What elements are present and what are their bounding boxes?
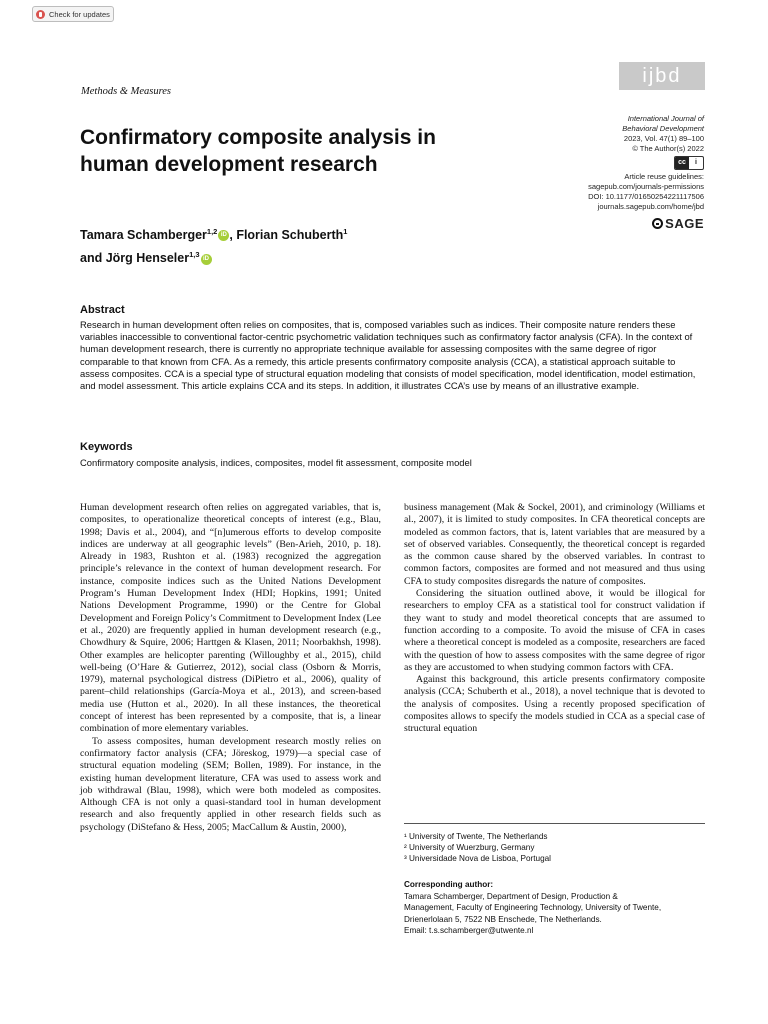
body-paragraph: business management (Mak & Sockel, 2001), and criminology (Williams et al., 2007), it is limited to study composites. In CFA theoretical concepts are modeled as common factors, that is, latent variables that are measured by a set of observed variables. Consequently, the theoretical concept is regarded as the common cause shared by the observed variables. In contrast to common factors, composites are formed and not measured and thus using CFA to study composites disregards the nature of composites. xyxy=(404,502,705,587)
title-line-2: human development research xyxy=(80,153,378,176)
body-paragraph: Human development research often relies on aggregated variables, that is, composites, to operationalize theoretical concepts of interest (e.g., Blau, 1998; Davis et al., 2004), and “[n]umerous efforts to develop composite indices are underway at all geographic levels” (Ben-Arieh, 2010, p. 18). Already in 1983, Rushton et al. (1983) recognized the aggregation principle’s relevance in the context of human development research. For instance, composite indices such as the United Nations Development Program’s Human Development Index (HDI; Hopkins, 1991; United Nations Development Programme, 1990) or the Centre for Global Development and Foreign Policy’s Commitment to Development Index (Lee et al., 2020) are frequently applied in human development research (e.g., Chowdhury & Squire, 2006; Harttgen & Klasen, 2011; Noorbakhsh, 1998). Other examples are helicopter parenting (Willoughby et al., 2015), child well-being (O’Hare & Gutierrez, 2012), social class (Osborn & Morris, 1979), maternal psychological distress (DiPietro et al., 2006), quality of parent–child relationships (García-Moya et al., 2013), and screen-based media use (Hutton et al., 2020). In all these instances, the theoretical concept of interest has been represented by a composite, that is, a linear combination of more elementary variables. xyxy=(80,502,381,735)
affiliation-item: ² University of Wuerzburg, Germany xyxy=(404,843,535,852)
title-line-1: Confirmatory composite analysis in xyxy=(80,126,436,149)
reuse-guidelines: Article reuse guidelines: xyxy=(624,172,704,181)
body-paragraph: To assess composites, human development research mostly relies on confirmatory factor analysis (CFA; Jöreskog, 1979)—a special case of structural equation modeling (SEM; Bollen, 1989). For instance, in the existing human development literature, CFA was used to assess work and job withdrawal (Blau, 1998), which were both modeled as composites. Although CFA is not only a quasi-standard tool in human development research and also frequently applied in other research fields such as psychology (DiStefano & Hess, 2005; MacCallum & Austin, 2000), xyxy=(80,735,381,833)
corresponding-email-link[interactable]: Email: t.s.schamberger@utwente.nl xyxy=(404,925,534,935)
author-1: Tamara Schamberger xyxy=(80,228,207,243)
journal-name-line-2: Behavioral Development xyxy=(622,124,704,133)
abstract-heading: Abstract xyxy=(80,304,125,316)
corresponding-author-details: Tamara Schamberger, Department of Design, Production & Management, Faculty of Engineering Technology, University of Twente, Drienerlolaan 5, 7522 NB Enschede, The Netherlands. Email: t.s.schamberger@utwente.nl xyxy=(404,891,705,936)
journal-url-link[interactable]: journals.sagepub.com/home/jbd xyxy=(597,202,704,211)
check-for-updates-button[interactable] xyxy=(32,6,114,22)
section-label: Methods & Measures xyxy=(81,86,172,97)
affiliations xyxy=(404,831,705,864)
author-1-affil: 1,2 xyxy=(206,227,218,236)
check-updates-label: Check for updates xyxy=(49,9,110,19)
body-paragraph: Against this background, this article presents confirmatory composite analysis (CCA; Schuberth et al., 2018), a novel technique that is devoted to the analysis of composites. Using a recently proposed specification of composites allows to specify the models studied in CCA as a special case of structural equation xyxy=(404,674,705,735)
orcid-icon[interactable]: iD xyxy=(218,230,229,241)
article-title xyxy=(80,124,500,178)
author-2-affil: 1 xyxy=(343,227,348,236)
keywords-heading: Keywords xyxy=(80,441,133,453)
corresponding-author-heading: Corresponding author: xyxy=(404,880,494,889)
journal-logo: ijbd xyxy=(619,62,705,90)
sage-logo: SAGE xyxy=(534,218,704,229)
journal-meta xyxy=(534,114,704,229)
body-paragraph: Considering the situation outlined above, it would be illogical for researchers to employ CFA as a statistical tool for construct validation if they want to study and model theoretical concepts that are assumed to function according to a composite. To avoid the misuse of CFA in cases where a theoretical concept is modeled as a composite, researchers are faced with the question of how to assess composites with the same degree of rigor as they are accustomed to when studying common factors with CFA. xyxy=(404,588,705,673)
copyright: © The Author(s) 2022 xyxy=(632,144,704,153)
volume-info: 2023, Vol. 47(1) 89–100 xyxy=(623,134,704,143)
body-column-right xyxy=(404,502,705,736)
abstract-text: Research in human development often relies on composites, that is, composed variables such as indices. Their composite nature renders these variables inaccessible to conventional factor-centric psychometric validation techniques such as confirmatory factor analysis (CFA). In the context of human development research, there is currently no appropriate technique available for assessing composites with the same degree of rigor comparable to that known from CFA. As a remedy, this article presents confirmatory composite analysis (CCA), a statistical approach suitable to assess composites. CCA is a special type of structural equation modeling that consists of model specification, model identification, model estimation, and model assessment. This article explains CCA and its steps. In addition, it illustrates CCA’s use by means of an illustrative example. xyxy=(80,319,696,392)
body-column-left xyxy=(80,502,381,834)
author-3-affil: 1,3 xyxy=(189,250,200,260)
sage-logo-icon xyxy=(652,218,663,229)
affiliation-item: ³ Universidade Nova de Lisboa, Portugal xyxy=(404,854,552,863)
reuse-url-link[interactable]: sagepub.com/journals-permissions xyxy=(588,182,704,191)
cc-license-icon[interactable]: cc i xyxy=(674,156,704,170)
check-updates-icon xyxy=(36,10,45,19)
doi-link[interactable]: DOI: 10.1177/01650254221117506 xyxy=(588,192,704,201)
journal-name-line-1: International Journal of xyxy=(627,114,704,123)
author-list: Tamara Schamberger$^{1,2}$ iD , Florian Schuberth$^1$ and Jörg Henseler$^{1,3}$ iD xyxy=(80,227,348,266)
author-2: Florian Schuberth xyxy=(236,228,344,243)
affiliation-item: ¹ University of Twente, The Netherlands xyxy=(404,832,548,841)
footnote-divider xyxy=(404,823,705,824)
orcid-icon[interactable]: iD xyxy=(201,254,212,265)
keywords-text: Confirmatory composite analysis, indices, composites, model fit assessment, composite model xyxy=(80,457,472,468)
author-3: Jörg Henseler xyxy=(105,251,190,266)
